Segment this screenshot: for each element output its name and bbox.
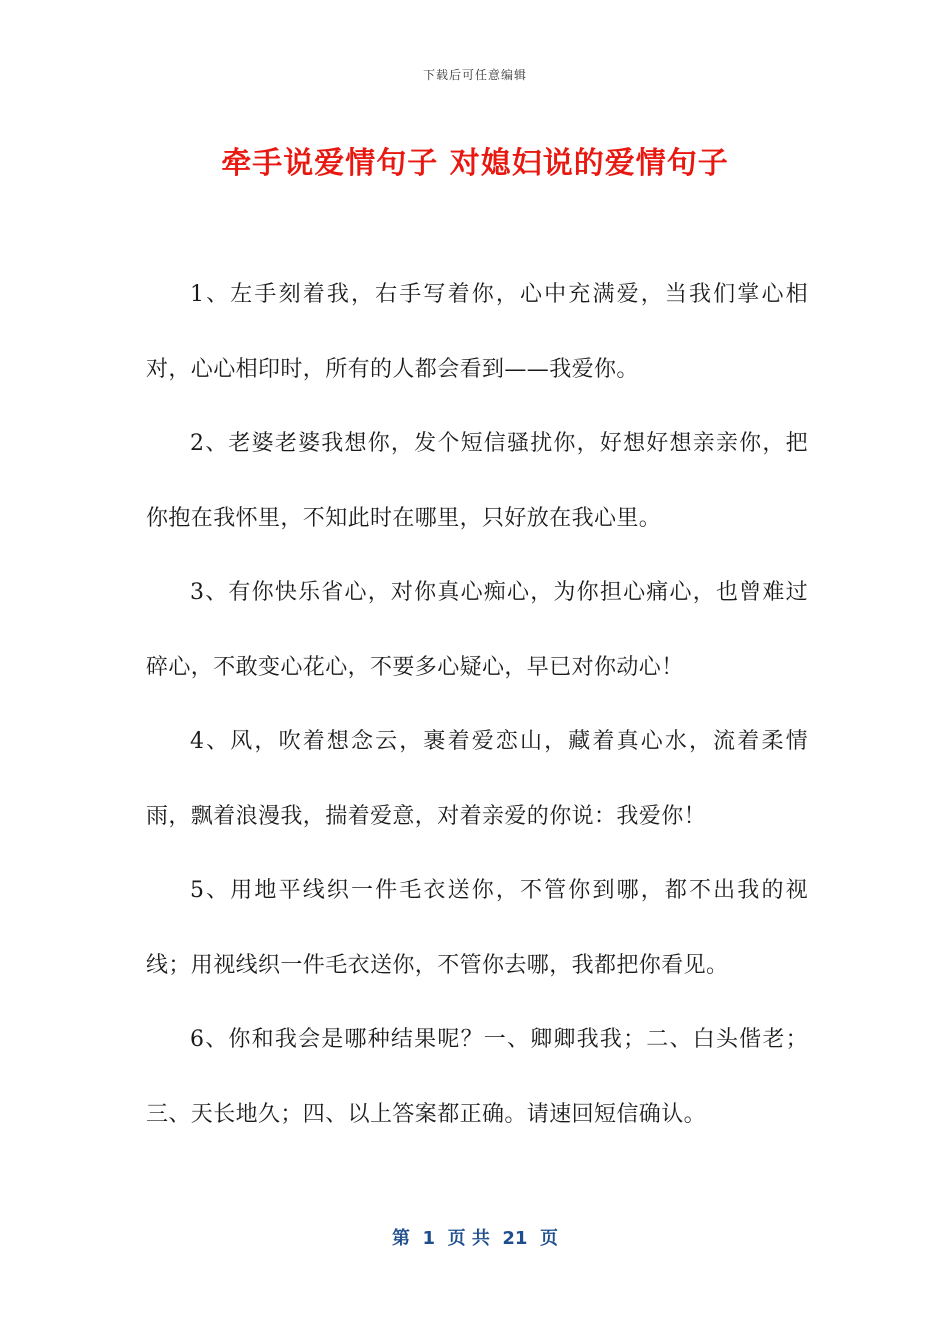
document-title: 牵手说爱情句子 对媳妇说的爱情句子 <box>221 146 729 181</box>
paragraph-3: 3、有你快乐省心，对你真心痴心，为你担心痛心，也曾难过碎心，不敢变心花心，不要多心疑心，早已对你动心！ <box>146 580 808 680</box>
page-footer: 第 1 页 共 21 页 <box>392 1228 558 1249</box>
header-note: 下载后可任意编辑 <box>422 68 527 82</box>
paragraph-6: 6、你和我会是哪种结果呢？一、卿卿我我；二、白头偕老；三、天长地久；四、以上答案都正确。请速回短信确认。 <box>146 1027 808 1127</box>
paragraph-2: 2、老婆老婆我想你，发个短信骚扰你，好想好想亲亲你，把你抱在我怀里，不知此时在哪里，只好放在我心里。 <box>146 431 808 531</box>
paragraph-5: 5、用地平线织一件毛衣送你，不管你到哪，都不出我的视线；用视线织一件毛衣送你，不管你去哪，我都把你看见。 <box>146 878 808 978</box>
paragraph-4: 4、风，吹着想念云，裹着爱恋山，藏着真心水，流着柔情雨，飘着浪漫我，揣着爱意，对着亲爱的你说：我爱你！ <box>146 729 808 829</box>
document-body <box>146 258 808 1152</box>
paragraph-1: 1、左手刻着我，右手写着你，心中充满爱，当我们掌心相对，心心相印时，所有的人都会看到——我爱你。 <box>146 282 808 382</box>
